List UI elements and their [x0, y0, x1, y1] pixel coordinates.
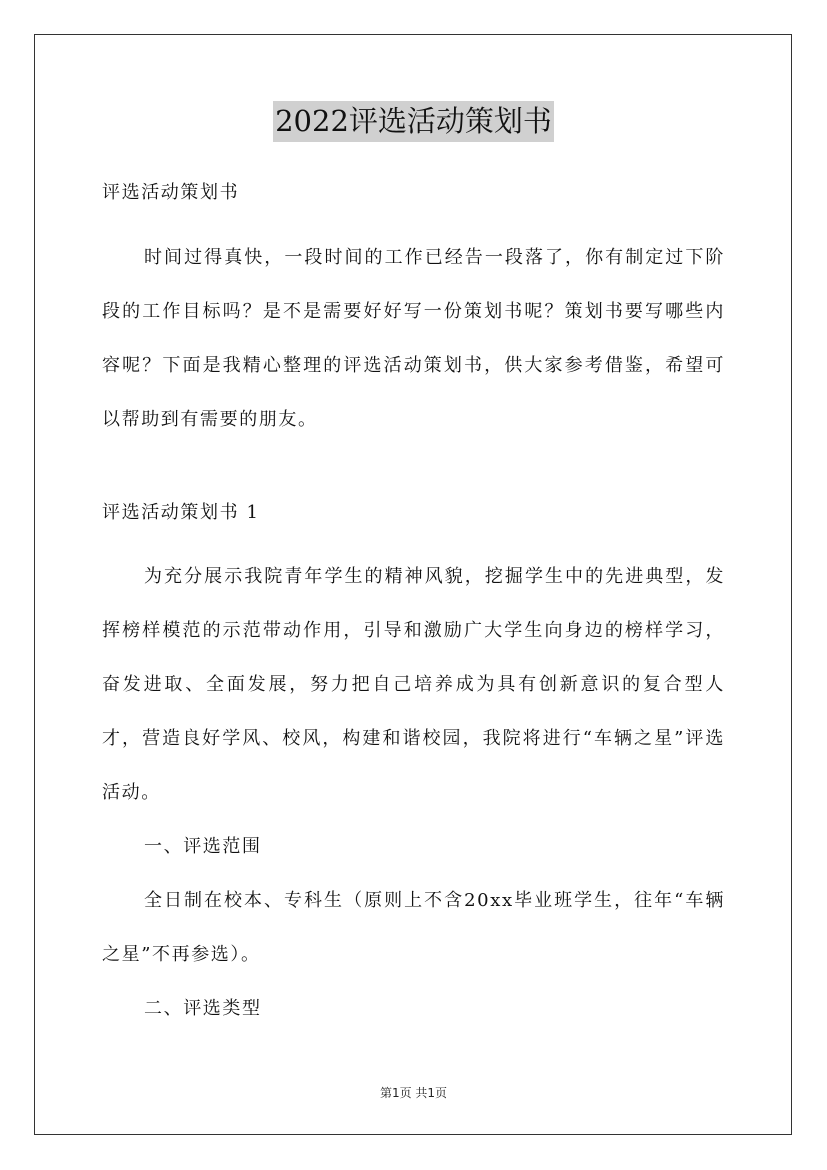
item1-heading: 一、评选范围 — [144, 836, 262, 857]
section-gap — [102, 447, 725, 494]
title-container — [0, 101, 827, 142]
item1-text: 全日制在校本、专科生（原则上不含20xx毕业班学生，往年“车辆之星”不再参选）。 — [102, 890, 725, 965]
section1-heading: 评选活动策划书 1 — [102, 502, 260, 523]
item2-heading: 二、评选类型 — [144, 998, 262, 1019]
document-title: 2022评选活动策划书 — [273, 101, 554, 142]
section1-paragraph: 为充分展示我院青年学生的精神风貌，挖掘学生中的先进典型，发挥榜样模范的示范带动作用，引导和激励广大学生向身边的榜样学习，奋发进取、全面发展，努力把自己培养成为具有创新意识的复合型人才，营造良好学风、校风，构建和谐校园，我院将进行“车辆之星”评选活动。 — [102, 566, 725, 803]
document-subtitle: 评选活动策划书 — [102, 182, 240, 203]
page-number-footer: 第1页 共1页 — [379, 1086, 448, 1100]
document-body — [102, 174, 725, 1036]
intro-paragraph: 时间过得真快，一段时间的工作已经告一段落了，你有制定过下阶段的工作目标吗？是不是需要好好写一份策划书呢？策划书要写哪些内容呢？下面是我精心整理的评选活动策划书，供大家参考借鉴，希望可以帮助到有需要的朋友。 — [102, 247, 725, 430]
